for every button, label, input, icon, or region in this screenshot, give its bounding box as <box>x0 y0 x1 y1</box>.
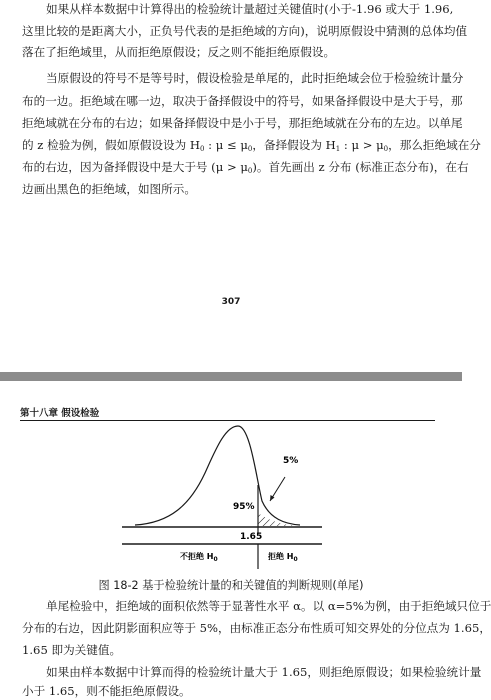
para2-line1: 当原假设的符号不是等号时，假设检验是单尾的，此时拒绝域会位于检验统计量分 <box>46 71 464 85</box>
h1-expression: : μ > μ <box>340 138 384 152</box>
page-bottom <box>0 381 491 700</box>
tail-line <box>22 160 469 178</box>
tail-expression-sub: 0 <box>247 167 253 175</box>
tail-outro: )。首先画出 z 分布 (标准正态分布)，在右 <box>252 160 469 174</box>
left-region-sub: 0 <box>213 556 218 563</box>
right-region-sub: 0 <box>293 556 298 563</box>
chapter-heading: 第十八章 假设检验 <box>20 408 100 419</box>
para2-line3: 拒绝域就在分布的右边；如果备择假设中是小于号，那拒绝域就在分布的左边。以单尾 <box>22 116 463 130</box>
alpha-arrowhead <box>270 495 275 501</box>
page-number: 307 <box>221 297 241 307</box>
h0-intro: 的 z 检验为例，假如原假设设为 <box>22 138 190 152</box>
h0-expression: : μ ≤ μ <box>204 138 248 152</box>
para1-line1: 如果从样本数据中计算得出的检验统计量超过关键值时(小于-1.96 或大于 1.96, <box>46 2 454 16</box>
figure-caption: 图 18-2 基于检验统计量的和关键值的判断规则(单尾) <box>98 579 364 592</box>
accept-label: 95% <box>233 502 255 512</box>
para1-line2: 这里比较的是距离大小，正负号代表的是拒绝域的方向)，说明原假设中猜测的总体均值 <box>22 24 468 38</box>
normal-curve <box>135 426 300 525</box>
para4-line2: 小于 1.65，则不能拒绝原假设。 <box>22 684 191 698</box>
h0-expression-sub: 0 <box>247 145 253 153</box>
para4-line1: 如果由样本数据中计算而得的检验统计量大于 1.65，则拒绝原假设；如果检验统计量 <box>46 665 482 679</box>
h1-intro: ，备择假设为 <box>252 138 326 152</box>
para1-line3: 落在了拒绝域里，从而拒绝原假设；反之则不能拒绝原假设。 <box>22 45 336 59</box>
para2-last-line: 边画出黑色的拒绝域，如图所示。 <box>22 182 196 196</box>
alpha-label: 5% <box>283 456 299 466</box>
left-region-text: 不拒绝 H <box>180 552 214 561</box>
para3-line3: 1.65 即为关键值。 <box>22 643 122 657</box>
left-region-label <box>180 551 218 563</box>
tail-intro: 布的右边，因为备择假设中是大于号 ( <box>22 160 216 174</box>
para2-line2: 布的一边。拒绝域在哪一边，取决于备择假设中的符号，如果备择假设中是大于号，那 <box>22 94 463 108</box>
h0-symbol: H <box>189 138 201 152</box>
critical-value-label: 1.65 <box>240 532 263 542</box>
h1-expression-sub: 0 <box>383 145 389 153</box>
tail-expression: μ > μ <box>215 160 248 174</box>
para3-line1: 单尾检验中，拒绝域的面积依然等于显著性水平 α。以 α=5%为例，由于拒绝域只位于 <box>46 599 491 613</box>
h1-symbol-sub: 1 <box>335 145 341 153</box>
page-gap <box>0 372 462 381</box>
rejection-region-figure <box>0 421 462 571</box>
h1-outro: ，那么拒绝域在分 <box>388 138 481 152</box>
h0-symbol-sub: 0 <box>200 145 205 153</box>
para3-line2: 分布的右边，因此阴影面积应等于 5%，由标准正态分布性质可知交界处的分位点为 1.65， <box>22 621 491 635</box>
right-region-text: 拒绝 H <box>268 552 294 561</box>
right-region-label <box>267 551 298 563</box>
hypothesis-line <box>22 138 481 156</box>
h1-symbol: H <box>325 138 336 152</box>
